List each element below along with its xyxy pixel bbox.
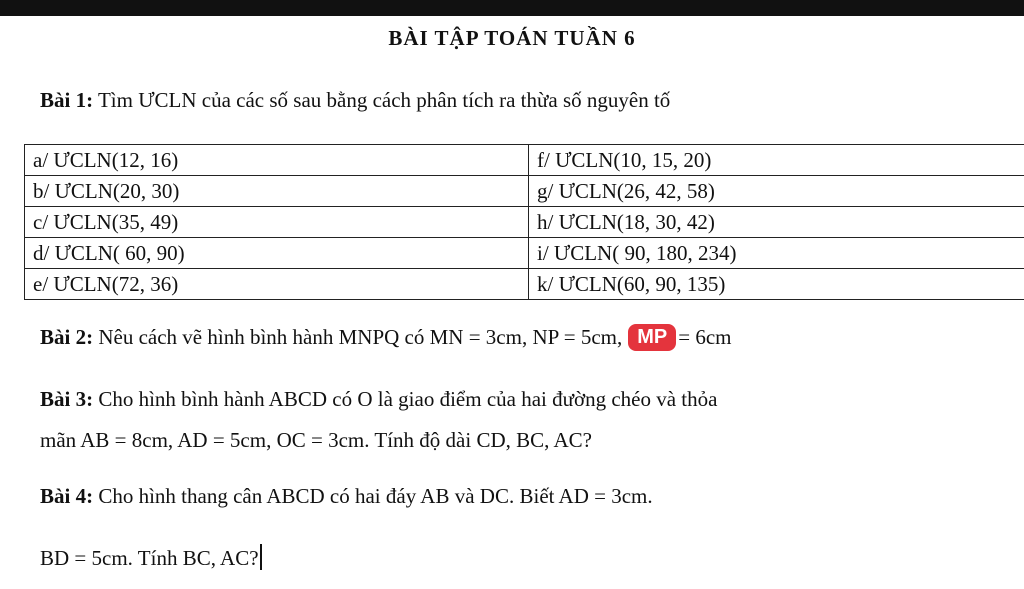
bai4-line2-wrap — [40, 544, 262, 571]
ucln-table — [24, 144, 1024, 300]
table-cell: k/ ƯCLN(60, 90, 135) — [529, 269, 1024, 300]
bai2-text: Nêu cách vẽ hình bình hành MNPQ có MN = 3cm, NP = 5cm, — [98, 325, 623, 349]
bai2-after: = 6cm — [678, 325, 732, 349]
bai4-line1 — [40, 484, 653, 509]
bai3-line1 — [40, 387, 717, 412]
table-row — [25, 238, 1024, 269]
bai1-label: Bài 1: — [40, 88, 94, 112]
bai2-line — [40, 324, 732, 351]
page-title: BÀI TẬP TOÁN TUẦN 6 — [388, 26, 636, 50]
bai1-heading — [40, 88, 670, 113]
table-cell: e/ ƯCLN(72, 36) — [25, 269, 529, 300]
table-cell: d/ ƯCLN( 60, 90) — [25, 238, 529, 269]
table-cell: c/ ƯCLN(35, 49) — [25, 207, 529, 238]
bai4-label: Bài 4: — [40, 484, 94, 508]
table-row — [25, 207, 1024, 238]
bai4-text-1: Cho hình thang cân ABCD có hai đáy AB và DC. Biết AD = 3cm. — [98, 484, 653, 508]
bai3-text-1: Cho hình bình hành ABCD có O là giao điểm của hai đường chéo và thỏa — [98, 387, 718, 411]
table-cell: f/ ƯCLN(10, 15, 20) — [529, 145, 1024, 176]
text-cursor — [260, 544, 262, 570]
table-row — [25, 176, 1024, 207]
bai1-text: Tìm ƯCLN của các số sau bằng cách phân tích ra thừa số nguyên tố — [97, 88, 671, 112]
table-cell: h/ ƯCLN(18, 30, 42) — [529, 207, 1024, 238]
top-black-bar — [0, 0, 1024, 16]
table-cell: g/ ƯCLN(26, 42, 58) — [529, 176, 1024, 207]
table-row — [25, 145, 1024, 176]
bai4-text-2: BD = 5cm. Tính BC, AC? — [40, 546, 259, 570]
bai3-label: Bài 3: — [40, 387, 94, 411]
bai3-line2: mãn AB = 8cm, AD = 5cm, OC = 3cm. Tính độ dài CD, BC, AC? — [40, 428, 592, 452]
table-cell: a/ ƯCLN(12, 16) — [25, 145, 529, 176]
mp-highlight-badge: MP — [628, 324, 676, 351]
table-row — [25, 269, 1024, 300]
table-cell: b/ ƯCLN(20, 30) — [25, 176, 529, 207]
bai2-label: Bài 2: — [40, 325, 94, 349]
table-cell: i/ ƯCLN( 90, 180, 234) — [529, 238, 1024, 269]
